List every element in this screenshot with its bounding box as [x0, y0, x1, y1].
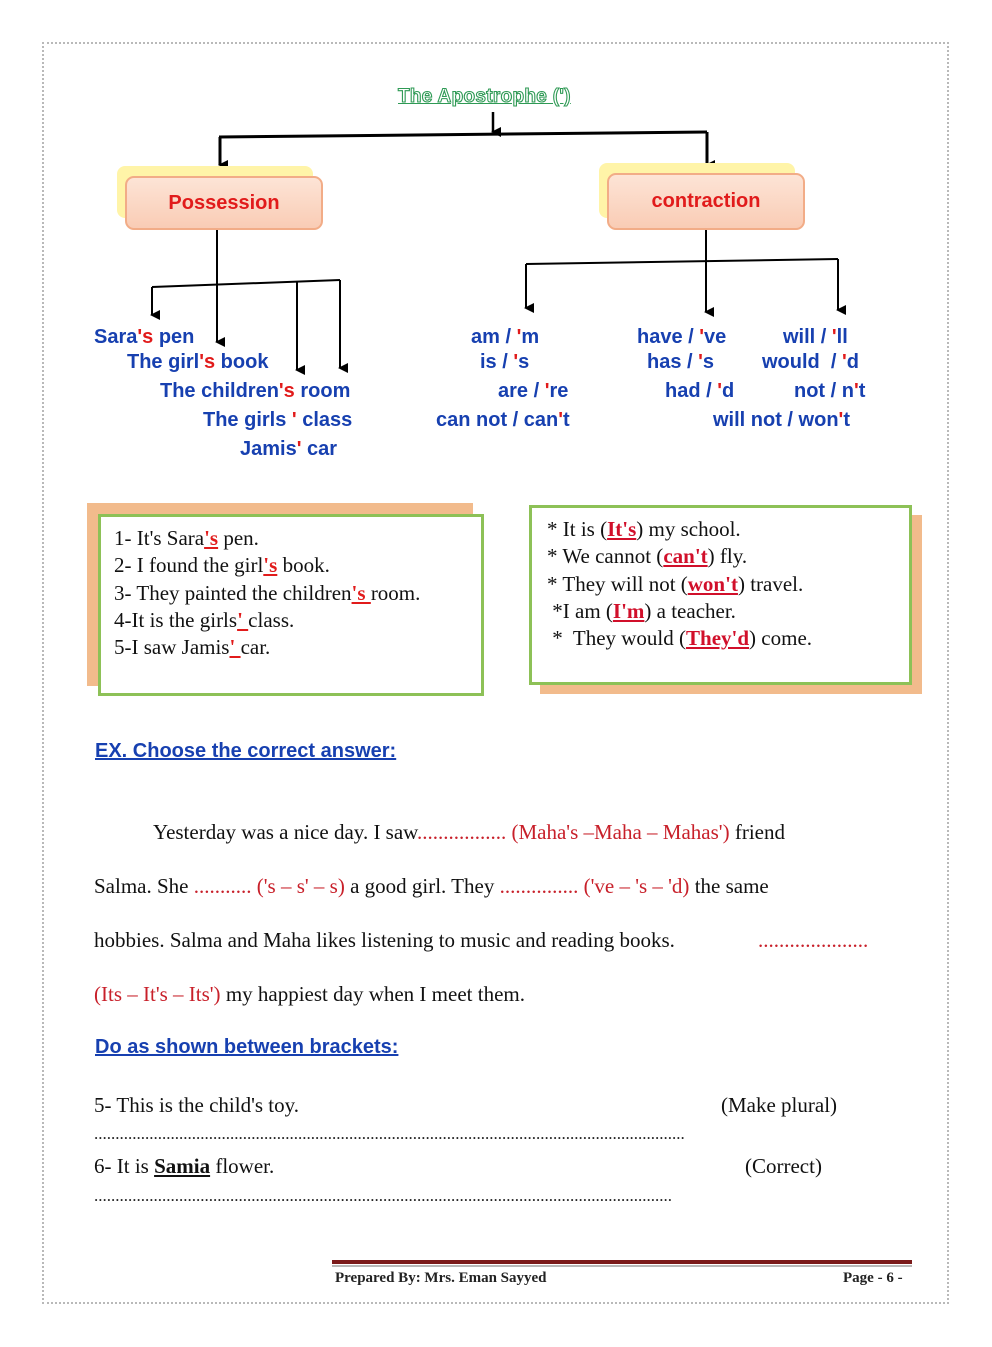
possession-sentence: 5-I saw Jamis' car. [114, 635, 271, 660]
answer-line-6: ........................................................................................................................................ [94, 1186, 672, 1205]
contraction-node [607, 173, 805, 230]
exercise1-line: (Its – It's – Its') my happiest day when I meet them. [94, 982, 525, 1006]
exercise1-line: Yesterday was a nice day. I saw................. (Maha's –Maha – Mahas') friend [153, 820, 785, 844]
contraction-sentence: * It is (It's) my school. [547, 517, 741, 541]
contraction-example: had / 'd [665, 380, 735, 402]
contraction-sentences [547, 516, 812, 652]
contraction-example: has / 's [647, 351, 715, 373]
possession-example: Jamis' car [240, 438, 338, 460]
possession-example: The children's room [160, 380, 351, 402]
contraction-example: will not / won't [713, 409, 850, 431]
diagram-connectors [0, 0, 992, 480]
question-5-instruction: (Make plural) [721, 1093, 838, 1117]
possession-label: Possession [168, 191, 280, 214]
footer-author: Prepared By: Mrs. Eman Sayyed [335, 1270, 547, 1286]
contraction-label: contraction [651, 190, 761, 212]
possession-example: The girl's book [127, 351, 269, 373]
question-6-instruction: (Correct) [745, 1154, 822, 1178]
possession-example: Sara's pen [94, 326, 195, 348]
contraction-example: am / 'm [471, 326, 540, 348]
contraction-example: is / 's [480, 351, 530, 373]
contraction-example: would / 'd [762, 351, 859, 373]
possession-sentence: 3- They painted the children's room. [114, 580, 421, 605]
contraction-example: can not / can't [436, 409, 570, 431]
exercise1-line: hobbies. Salma and Maha likes listening to music and reading books. [94, 928, 675, 952]
contraction-example: will / 'll [783, 326, 848, 348]
possession-node [125, 176, 323, 230]
exercise1-blank: ..................... [758, 928, 869, 952]
question-6: 6- It is Samia flower. [94, 1154, 275, 1178]
footer-page-number: Page - 6 - [843, 1270, 903, 1286]
contraction-example: are / 're [498, 380, 569, 402]
contraction-sentence: *I am (I'm) a teacher. [547, 598, 736, 623]
answer-line-5: ........................................................................................................................................... [94, 1124, 685, 1143]
question-5: 5- This is the child's toy. [94, 1093, 300, 1117]
footer-rule [332, 1260, 912, 1264]
possession-sentences [114, 525, 420, 661]
possession-sentence: 2- I found the girl's book. [114, 553, 330, 578]
footer-rule-thin [332, 1265, 912, 1267]
possession-sentence: 1- It's Sara's pen. [114, 526, 259, 550]
exercise1-line: Salma. She ........... ('s – s' – s) a good girl. They ............... ('ve – 's – 'd) the same [94, 874, 769, 898]
possession-example: The girls ' class [203, 409, 353, 431]
exercise2-heading: Do as shown between brackets: [95, 1036, 399, 1058]
diagram-title: The Apostrophe (') [398, 86, 571, 107]
exercise1-heading: EX. Choose the correct answer: [95, 740, 397, 762]
contraction-sentence: * They would (They'd) come. [547, 626, 813, 651]
possession-sentence: 4-It is the girls' class. [114, 607, 295, 632]
contraction-example: not / n't [794, 380, 866, 402]
contraction-sentence: * We cannot (can't) fly. [547, 544, 748, 569]
contraction-example: have / 've [637, 326, 727, 348]
contraction-sentence: * They will not (won't) travel. [547, 571, 804, 596]
